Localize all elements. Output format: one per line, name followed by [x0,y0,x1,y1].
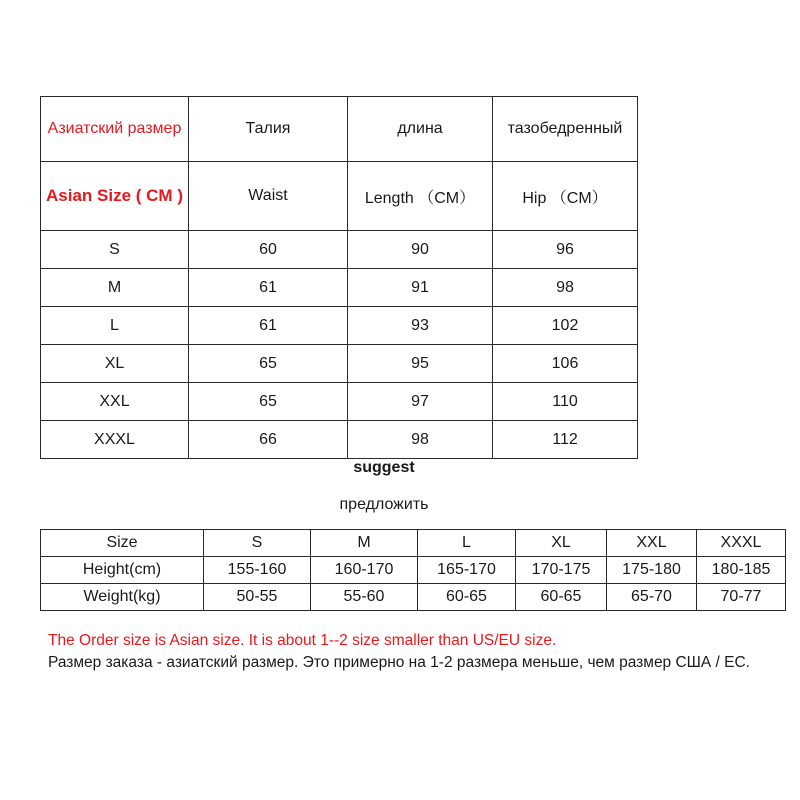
table-cell: 110 [493,383,638,421]
table-row [41,269,638,307]
table-cell: 95 [348,345,493,383]
header-cell: Талия [189,97,348,162]
table-cell: XL [516,530,607,557]
table-cell: 93 [348,307,493,345]
header-cell: Asian Size ( CM ) [41,162,189,231]
table-cell: 65 [189,383,348,421]
table-cell: 96 [493,231,638,269]
table-cell: Height(cm) [41,557,204,584]
suggest-caption-russian: предложить [339,496,429,513]
table-row [41,231,638,269]
table-cell: M [41,269,189,307]
table-cell: 106 [493,345,638,383]
header-cell: тазобедренный [493,97,638,162]
table-cell: XXXL [697,530,786,557]
table-cell: 155-160 [204,557,311,584]
table-cell: Weight(kg) [41,584,204,611]
table-cell: 60-65 [418,584,516,611]
table-cell: 165-170 [418,557,516,584]
table-row [41,584,786,611]
table-row [41,383,638,421]
table-cell: 65-70 [607,584,697,611]
size-note-english: The Order size is Asian size. It is about 1--2 size smaller than US/EU size. [48,632,557,649]
table-row [41,345,638,383]
table-cell: 175-180 [607,557,697,584]
table-cell: 98 [348,421,493,459]
table-cell: 170-175 [516,557,607,584]
table-cell: 66 [189,421,348,459]
size-note [48,630,778,674]
header-cell: Азиатский размер [41,97,189,162]
table-cell: 60 [189,231,348,269]
table-row [41,421,638,459]
table-cell: 90 [348,231,493,269]
table-cell: M [311,530,418,557]
header-row-english [41,162,638,231]
table-cell: S [204,530,311,557]
table-cell: 91 [348,269,493,307]
size-chart-table [40,96,638,459]
table-cell: S [41,231,189,269]
suggest-table [40,529,786,611]
table-cell: L [41,307,189,345]
table-cell: 160-170 [311,557,418,584]
table-cell: 70-77 [697,584,786,611]
header-cell: длина [348,97,493,162]
table-cell: Size [41,530,204,557]
table-cell: XXL [41,383,189,421]
size-note-russian: Размер заказа - азиатский размер. Это примерно на 1-2 размера меньше, чем размер США / ЕС. [48,654,750,671]
table-cell: 112 [493,421,638,459]
table-cell: 98 [493,269,638,307]
suggest-caption: suggest [353,459,415,476]
table-cell: 180-185 [697,557,786,584]
table-cell: 65 [189,345,348,383]
table-row [41,557,786,584]
header-cell: Waist [189,162,348,231]
table-cell: 50-55 [204,584,311,611]
table-cell: XXL [607,530,697,557]
table-cell: 97 [348,383,493,421]
header-cell: Length （CM） [348,162,493,231]
table-cell: XL [41,345,189,383]
table-row [41,307,638,345]
table-cell: XXXL [41,421,189,459]
table-cell: 60-65 [516,584,607,611]
table-cell: L [418,530,516,557]
table-cell: 55-60 [311,584,418,611]
table-cell: 61 [189,307,348,345]
header-cell: Hip （CM） [493,162,638,231]
table-row [41,530,786,557]
table-cell: 102 [493,307,638,345]
table-cell: 61 [189,269,348,307]
header-row-russian [41,97,638,162]
